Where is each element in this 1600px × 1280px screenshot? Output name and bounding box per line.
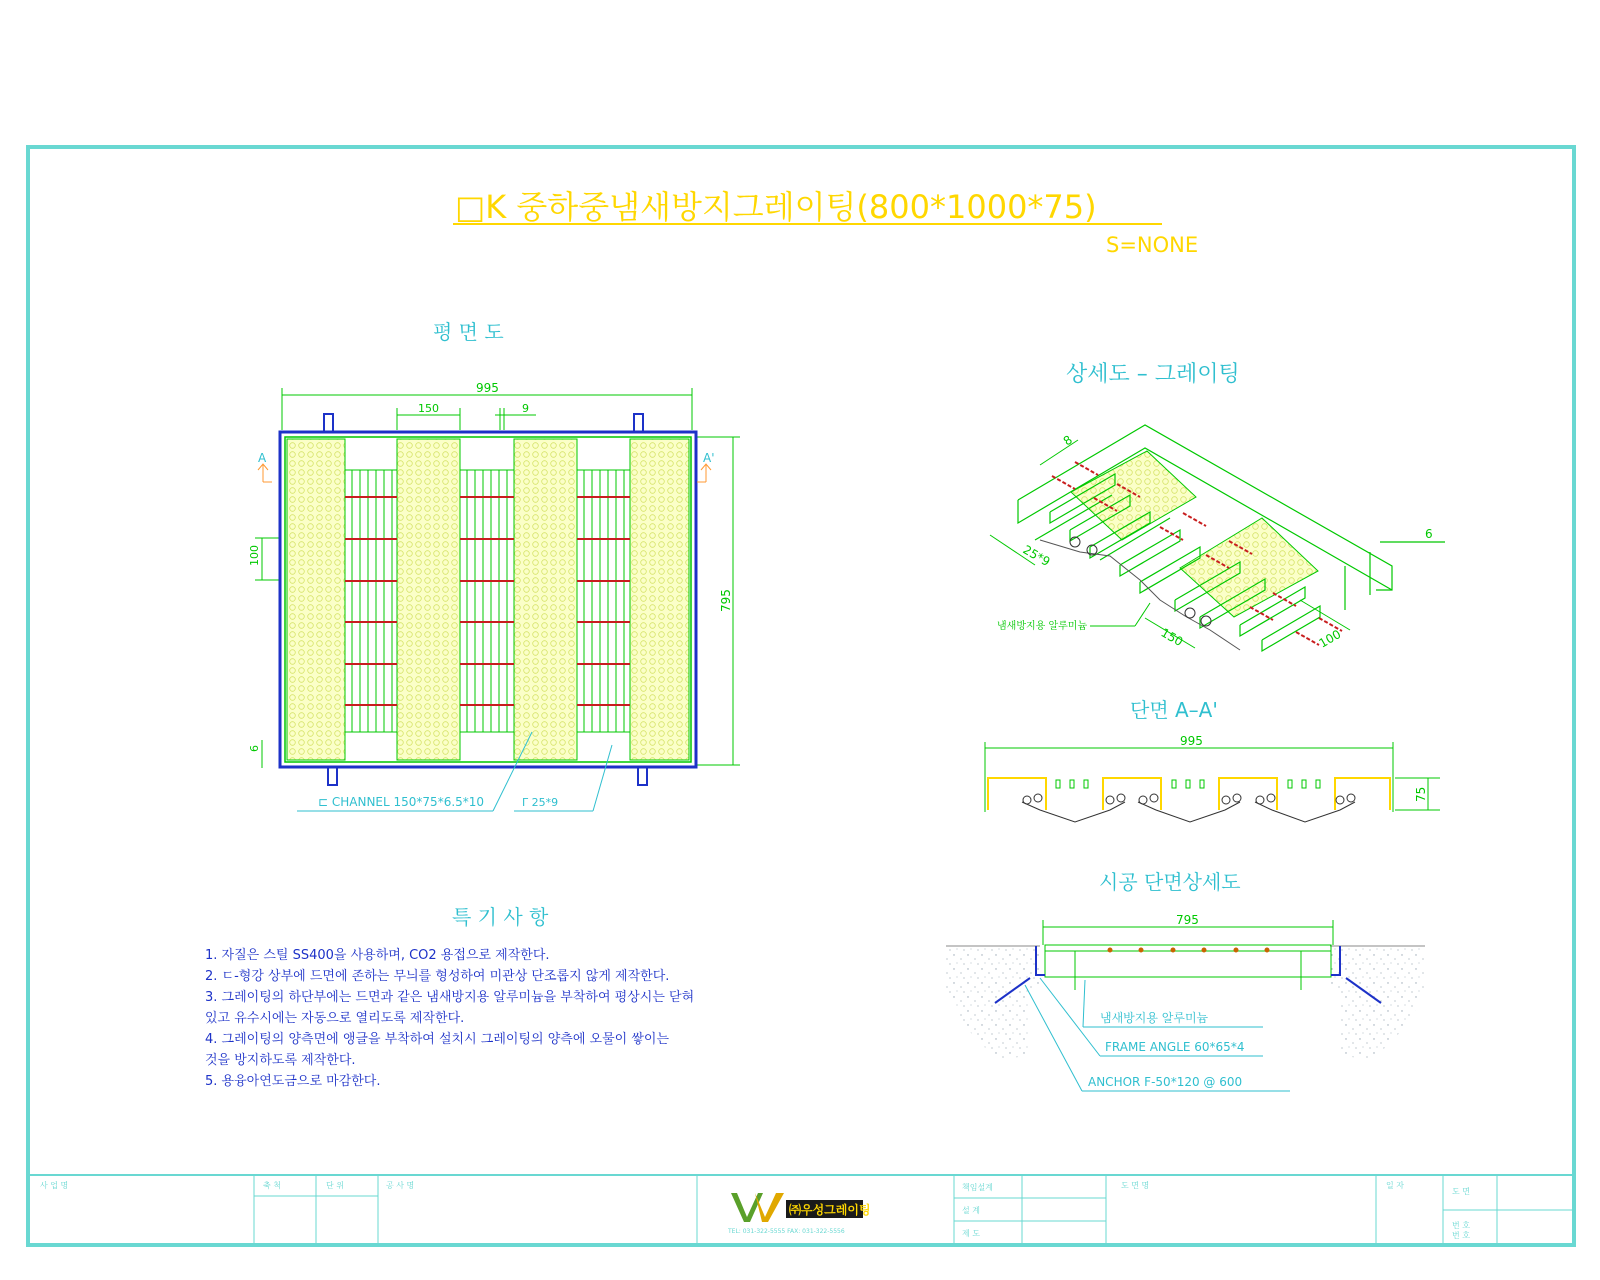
tb-unit: 단 위 <box>326 1181 344 1190</box>
plan-dim-bottom: 6 <box>248 745 261 752</box>
scale-label: S=NONE <box>1106 233 1199 257</box>
detail-callout-plate: 냄새방지용 알루미늄 <box>997 621 1088 632</box>
detail-dim-150: 150 <box>1158 625 1186 650</box>
detail-view <box>990 425 1445 651</box>
install-callout-frame: FRAME ANGLE 60*65*4 <box>1105 1040 1245 1054</box>
tb-number-label: 번 호 <box>1452 1231 1470 1240</box>
plan-callout-channel: ⊏ CHANNEL 150*75*6.5*10 <box>318 795 485 809</box>
detail-dim-100: 100 <box>1316 627 1344 651</box>
plan-dim-pitch: 100 <box>248 545 261 566</box>
plan-dim-height: 795 <box>719 589 733 612</box>
tb-work: 공 사 명 <box>386 1181 415 1190</box>
tb-drawing-name: 도 면 명 <box>1121 1181 1150 1190</box>
plan-dim-channel: 150 <box>418 402 439 415</box>
tb-sheet-no: 도 면 <box>1452 1187 1470 1196</box>
tb-drawing-label: 번 호 <box>1452 1221 1470 1230</box>
section-dim-height: 75 <box>1414 786 1428 802</box>
detail-label: 상세도 – 그레이팅 <box>1066 362 1240 387</box>
plan-dim-width: 995 <box>476 381 499 395</box>
note-line: 4. 그레이팅의 양측면에 앵글을 부착하여 설치시 그레이팅의 양측에 오물이 쌓이는 <box>205 1032 670 1047</box>
install-dim-width: 795 <box>1176 913 1199 927</box>
tb-scale: 축 척 <box>263 1181 281 1190</box>
install-label: 시공 단면상세도 <box>1099 870 1241 894</box>
company-info: TEL: 031-322-5555 FAX: 031-322-5556 <box>728 1228 845 1235</box>
plan-view <box>248 381 740 811</box>
company-logo <box>731 1193 871 1222</box>
install-callout-anchor: ANCHOR F-50*120 @ 600 <box>1088 1075 1243 1089</box>
detail-dim-6: 6 <box>1425 527 1433 541</box>
company-name: ㈜우성그레이팅 <box>789 1203 871 1217</box>
plan-label: 평 면 도 <box>433 320 504 344</box>
note-line: 1. 자질은 스틸 SS400을 사용하며, CO2 용접으로 제작한다. <box>205 948 550 963</box>
tb-draft: 제 도 <box>962 1229 980 1238</box>
install-view <box>946 913 1425 1091</box>
install-callout-plate: 냄새방지용 알루미늄 <box>1100 1011 1209 1025</box>
tb-project: 사 업 명 <box>40 1181 69 1190</box>
note-line: 있고 유수시에는 자동으로 열리도록 제작한다. <box>205 1011 465 1026</box>
note-line: 5. 용융아연도금으로 마감한다. <box>205 1074 381 1089</box>
section-view <box>985 734 1440 822</box>
tb-date: 일 자 <box>1386 1181 1404 1190</box>
plan-callout-flat: Γ 25*9 <box>522 796 559 809</box>
tb-design: 설 계 <box>962 1206 980 1215</box>
section-label: 단면 A–A' <box>1130 698 1218 722</box>
marker-a: A <box>258 451 267 465</box>
notes-heading: 특 기 사 항 <box>452 905 549 929</box>
detail-dim-8: 8 <box>1060 432 1075 449</box>
section-dim-width: 995 <box>1180 734 1203 748</box>
note-line: 3. 그레이팅의 하단부에는 드면과 같은 냄새방지용 알루미늄을 부착하여 평상시는 닫혀 <box>205 990 695 1005</box>
note-line: 2. ㄷ-형강 상부에 드면에 존하는 무늬를 형성하여 미관상 단조롭지 않게 제작한다. <box>205 969 670 984</box>
note-line: 것을 방지하도록 제작한다. <box>205 1053 356 1068</box>
tb-chief: 책임설계 <box>962 1183 993 1192</box>
detail-dim-25x9: 25*9 <box>1020 542 1053 570</box>
marker-a-prime: A' <box>703 451 715 465</box>
drawing-title: □K 중하중냄새방지그레이팅(800*1000*75) <box>455 188 1097 226</box>
notes-list <box>205 947 694 1089</box>
plan-dim-bar: 9 <box>522 402 529 415</box>
